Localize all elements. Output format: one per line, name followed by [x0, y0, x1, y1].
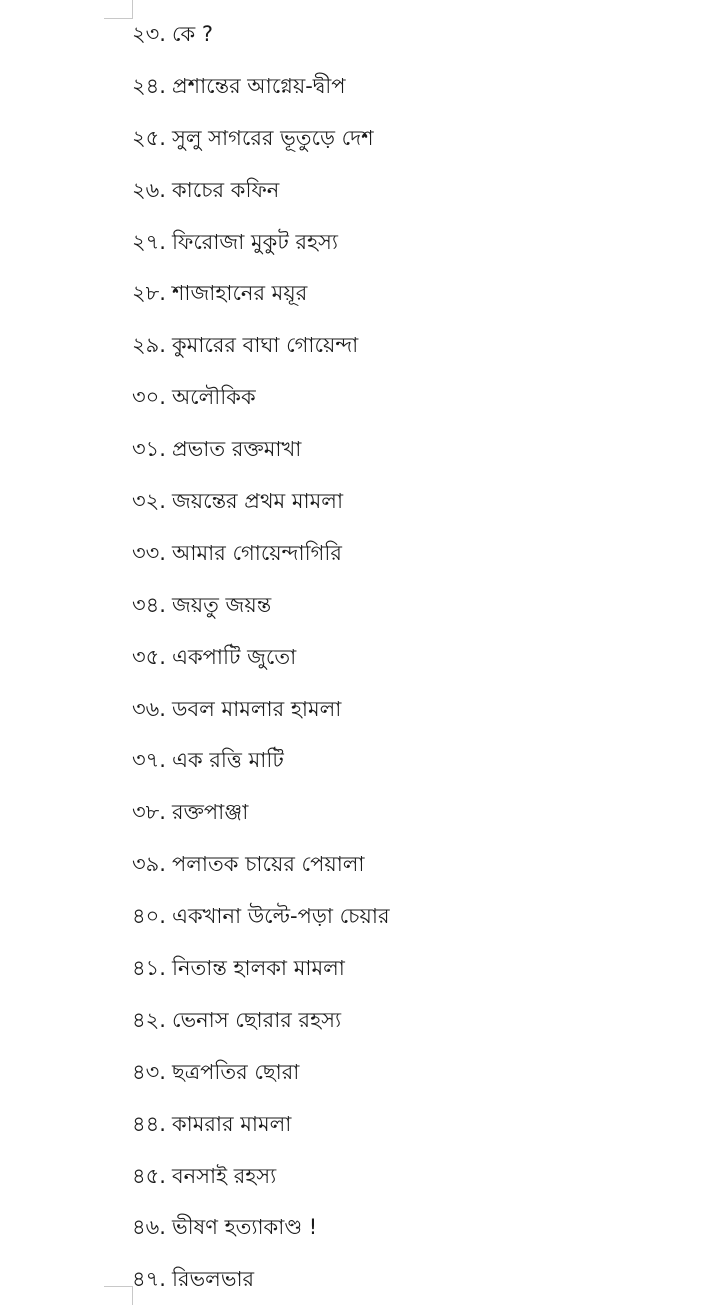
item-number: ৪৭.: [132, 1267, 166, 1292]
list-item: [132, 1259, 390, 1311]
list-item: [132, 14, 390, 66]
item-number: ৪৬.: [132, 1215, 166, 1240]
list-item: [132, 222, 390, 274]
list-item: [132, 637, 390, 689]
list-item: [132, 1052, 390, 1104]
item-title: পলাতক চায়ের পেয়ালা: [171, 852, 365, 877]
item-title: ডবল মামলার হামলা: [171, 696, 342, 721]
list-item: [132, 948, 390, 1000]
item-number: ৩৪.: [132, 592, 166, 617]
list-item: [132, 481, 390, 533]
item-number: ৪১.: [132, 956, 166, 981]
item-title: প্রভাত রক্তমাখা: [171, 437, 302, 462]
item-number: ৩৭.: [132, 748, 166, 773]
item-number: ২৪.: [132, 73, 166, 98]
item-title: শাজাহানের ময়ূর: [171, 281, 308, 306]
item-number: ২৫.: [132, 125, 166, 150]
list-item: [132, 844, 390, 896]
item-number: ৩৫.: [132, 644, 166, 669]
list-item: [132, 740, 390, 792]
item-title: সুলু সাগরের ভূতুড়ে দেশ: [171, 125, 374, 150]
item-number: ৪৩.: [132, 1059, 166, 1084]
item-number: ২৮.: [132, 281, 166, 306]
item-title: রিভলভার: [171, 1267, 255, 1292]
item-title: কুমারের বাঘা গোয়েন্দা: [171, 333, 359, 358]
item-title: কামরার মামলা: [171, 1111, 292, 1136]
item-title: আমার গোয়েন্দাগিরি: [171, 540, 342, 565]
list-item: [132, 273, 390, 325]
list-item: [132, 896, 390, 948]
list-item: [132, 1104, 390, 1156]
item-title: জয়তু জয়ন্ত: [171, 592, 272, 617]
list-item: [132, 585, 390, 637]
list-item: [132, 792, 390, 844]
list-item: [132, 1000, 390, 1052]
item-title: ফিরোজা মুকুট রহস্য: [171, 229, 338, 254]
item-number: ৩৩.: [132, 540, 166, 565]
list-item: [132, 118, 390, 170]
list-item: [132, 1207, 390, 1259]
item-title: রক্তপাঞ্জা: [171, 800, 249, 825]
list-item: [132, 429, 390, 481]
list-item: [132, 533, 390, 585]
item-title: এক রত্তি মাটি: [171, 748, 284, 773]
item-title: একখানা উল্টে-পড়া চেয়ার: [171, 904, 390, 929]
item-number: ৩১.: [132, 437, 166, 462]
item-number: ২৬.: [132, 177, 166, 202]
item-number: ৪০.: [132, 904, 166, 929]
item-number: ৩৮.: [132, 800, 166, 825]
item-title: ভীষণ হত্যাকাণ্ড !: [171, 1215, 318, 1240]
list-item: [132, 689, 390, 741]
item-title: ভেনাস ছোরার রহস্য: [171, 1007, 342, 1032]
item-number: ৩৬.: [132, 696, 166, 721]
item-title: একপাটি জুতো: [171, 644, 297, 669]
item-title: অলৌকিক: [171, 385, 256, 410]
list-item: [132, 377, 390, 429]
page-corner-mark-top: [104, 0, 133, 19]
item-title: নিতান্ত হালকা মামলা: [171, 956, 345, 981]
item-number: ৩২.: [132, 489, 166, 514]
numbered-title-list: [132, 14, 390, 1311]
item-number: ২৯.: [132, 333, 166, 358]
item-title: বনসাই রহস্য: [171, 1163, 277, 1188]
item-number: ২৭.: [132, 229, 166, 254]
item-title: জয়ন্তের প্রথম মামলা: [171, 489, 344, 514]
item-title: ছত্রপতির ছোরা: [171, 1059, 300, 1084]
item-number: ৪২.: [132, 1007, 166, 1032]
item-number: ২৩.: [132, 22, 166, 46]
item-number: ৪৫.: [132, 1163, 166, 1188]
item-number: ৪৪.: [132, 1111, 166, 1136]
list-item: [132, 66, 390, 118]
item-title: কাচের কফিন: [171, 177, 280, 202]
list-item: [132, 170, 390, 222]
item-title: প্রশান্তের আগ্নেয়-দ্বীপ: [171, 73, 346, 98]
list-item: [132, 1156, 390, 1208]
item-number: ৩৯.: [132, 852, 166, 877]
item-title: কে ?: [171, 22, 214, 46]
item-number: ৩০.: [132, 385, 166, 410]
list-item: [132, 325, 390, 377]
